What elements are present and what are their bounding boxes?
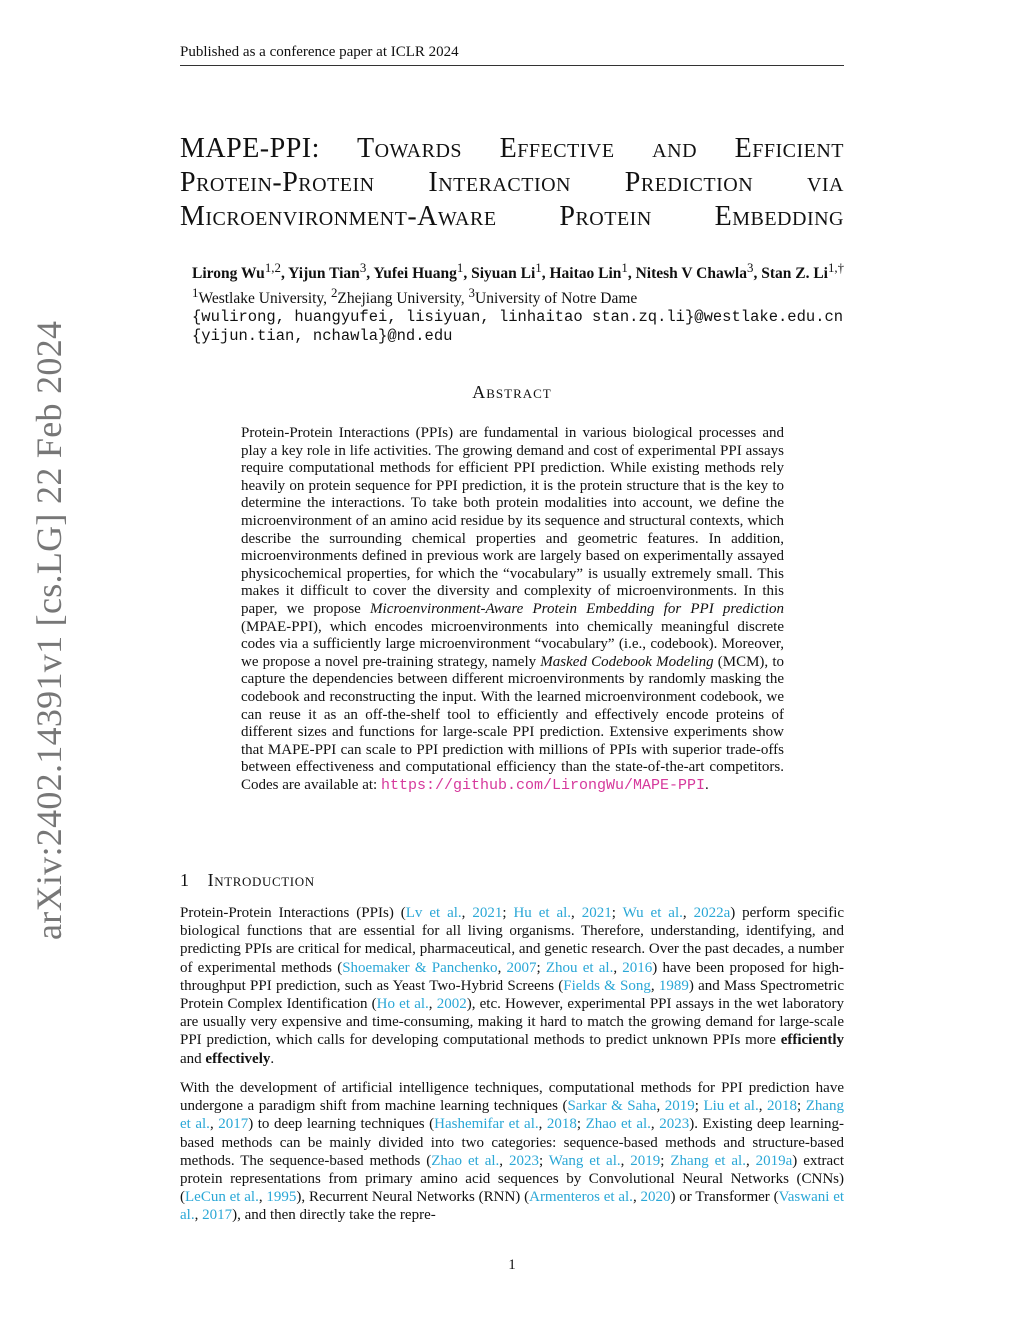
citation-year[interactable]: 2018 [546,1116,577,1133]
citation-year[interactable]: 2019 [630,1152,661,1169]
author: Nitesh V Chawla [635,265,747,283]
header-rule [180,65,844,66]
citation-year[interactable]: 2017 [218,1116,249,1133]
citation-link[interactable]: LeCun et al. [185,1189,259,1206]
citation-link[interactable]: Zhao et al. [431,1152,500,1169]
abstract-heading: Abstract [472,382,552,402]
citation-year[interactable]: 2021 [581,905,612,921]
citation-year[interactable]: 2023 [659,1116,690,1133]
citation-year[interactable]: 2019 [664,1098,695,1115]
citation-year[interactable]: 2019a [755,1152,793,1169]
author: Stan Z. Li [761,265,828,283]
title-line-2: Protein-Protein Interaction Prediction via [180,167,844,198]
author: Yufei Huang [373,265,457,283]
paper-title [180,132,844,234]
intro-paragraph-1: Protein-Protein Interactions (PPIs) (Lv et al., 2021; Hu et al., 2021; Wu et al., 2022a) perform specific biological functions that are essential for all living organisms. Therefore, understanding, identifying, and predicting PPIs are critical for medical, pharmaceutical, and genetic research. Over the past decades, a number of experimental methods (Shoemaker & Panchenko, 2007; Zhou et al., 2016) have been proposed for high-throughput PPI prediction, such as Yeast Two-Hybrid Screens (Fields & Song, 1989) and Mass Spectrometric Protein Complex Identification (Ho et al., 2002), etc. However, experimental PPI assays in the wet laboratory are usually very expensive and time-consuming, making it hard to match the growing demand for large-scale PPI prediction, which calls for developing computational methods to predict unknown PPIs more efficiently and effectively. [180,905,845,1067]
citation-link[interactable]: Lv et al. [405,905,462,921]
citation-year[interactable]: 2018 [767,1098,798,1115]
citation-link[interactable]: Ho et al. [376,996,429,1013]
citation-year[interactable]: 2016 [622,959,653,976]
abstract-body: Protein-Protein Interactions (PPIs) are fundamental in various biological processes and play a key role in life activities. The growing demand and cost of experimental PPI assays require computational methods for efficient PPI prediction. While existing methods rely heavily on protein sequence for PPI prediction, it is the protein structure that is the key to determine the interactions. To take both protein modalities into account, we define the microenvironment of an amino acid residue by its sequence and structural contexts, which describe the surrounding chemical properties and geometric features. In addition, microenvironments defined in previous work are largely based on experimentally assayed physicochemical properties, for which the “vocabulary” is usually extremely small. This makes it difficult to cover the diversity and complexity of microenvironments. In this paper, we propose Microenvironment-Aware Protein Embedding for PPI prediction (MPAE-PPI), which encodes microenvironments into chemically meaningful discrete codes via a sufficiently large microenvironment “vocabulary” (i.e., codebook). Moreover, we propose a novel pre-training strategy, namely Masked Codebook Modeling (MCM), to capture the dependencies between different microenvironments by randomly masking the codebook and reconstructing the input. With the learned microenvironment codebook, we can reuse it as an off-the-shelf tool to efficiently and effectively encode proteins of different sizes and functions for large-scale PPI prediction. Extensive experiments show that MAPE-PPI can scale to PPI prediction with millions of PPIs with superior trade-offs between effectiveness and computational efficiency than the state-of-the-art competitors. Codes are available at: https://github.com/LirongWu/MAPE-PPI. [241,425,784,794]
citation-year[interactable]: 2020 [640,1189,671,1206]
mcm-name: Masked Codebook Modeling [540,653,714,670]
citation-link[interactable]: Armenteros et al. [529,1189,633,1206]
citation-link[interactable]: Hashemifar et al. [434,1116,539,1133]
author-block [192,258,892,346]
title-line-1: MAPE-PPI: Towards Effective and Efficient [180,133,844,164]
email-line-2[interactable]: {yijun.tian, nchawla}@nd.edu [192,327,453,346]
citation-year[interactable]: 2017 [202,1207,233,1224]
citation-link[interactable]: Sarkar & Saha [567,1098,657,1115]
method-name: Microenvironment-Aware Protein Embedding for PPI prediction [370,600,784,617]
section-number: 1 [180,870,190,890]
citation-link[interactable]: Fields & Song [563,977,651,994]
running-header: Published as a conference paper at ICLR 2024 [180,44,459,60]
citation-year[interactable]: 1989 [658,977,689,994]
author: Haitao Lin [549,265,622,283]
intro-paragraph-2: With the development of artificial intelligence techniques, computational methods for PPI prediction have undergone a paradigm shift from machine learning techniques (Sarkar & Saha, 2019; Liu et al., 2018; Zhang et al., 2017) to deep learning techniques (Hashemifar et al., 2018; Zhao et al., 2023). Existing deep learning-based methods can be mainly divided into two categories: sequence-based methods and structure-based methods. The sequence-based methods (Zhao et al., 2023; Wang et al., 2019; Zhang et al., 2019a) extract protein representations from primary amino acid sequences by Convolutional Neural Networks (CNNs) (LeCun et al., 1995), Recurrent Neural Networks (RNN) (Armenteros et al., 2020) or Transformer (Vaswani et al., 2017), and then directly take the repre- [180,1080,845,1224]
citation-year[interactable]: 2022a [693,905,731,921]
author: Siyuan Li [471,265,536,283]
citation-link[interactable]: Zhang et al. [180,1098,845,1133]
section-title: Introduction [207,870,315,890]
page-number: 1 [508,1257,516,1273]
citation-year[interactable]: 1995 [266,1189,297,1206]
citation-link[interactable]: Zhang et al. [670,1152,746,1169]
citation-year[interactable]: 2021 [472,905,503,921]
citation-link[interactable]: Shoemaker & Panchenko [342,959,498,976]
citation-link[interactable]: Zhao et al. [585,1116,651,1133]
citation-link[interactable]: Hu et al. [513,905,572,921]
citation-link[interactable]: Zhou et al. [545,959,614,976]
email-line-1[interactable]: {wulirong, huangyufei, lisiyuan, linhaitao stan.zq.li}@westlake.edu.cn [192,308,844,327]
section-heading [180,870,315,891]
author: Yijun Tian [288,265,360,283]
citation-link[interactable]: Wang et al. [548,1152,621,1169]
title-line-3: Microenvironment-Aware Protein Embedding [180,201,844,232]
author: Lirong Wu [192,265,265,283]
citation-year[interactable]: 2023 [508,1152,539,1169]
arxiv-stamp[interactable]: arXiv:2402.14391v1 [cs.LG] 22 Feb 2024 [29,320,69,940]
code-link[interactable]: https://github.com/LirongWu/MAPE-PPI [380,776,705,794]
citation-link[interactable]: Vaswani et al. [180,1189,845,1224]
citation-year[interactable]: 2002 [436,996,467,1013]
citation-link[interactable]: Liu et al. [703,1098,759,1115]
author-list: Lirong Wu$^{1,2}$, Yijun Tian$^3$, Yufei Huang$^1$, Siyuan Li$^1$, Haitao Lin$^1$, Nitesh V Chawla$^3$, Stan Z. $Li^{1,\dagger}$ [192,260,845,283]
citation-link[interactable]: Wu et al. [622,905,683,921]
citation-year[interactable]: 2007 [506,959,537,976]
affiliations: $^1$Westlake University, $^2$Zhejiang University, $^3$University of Notre Dame [192,285,638,308]
